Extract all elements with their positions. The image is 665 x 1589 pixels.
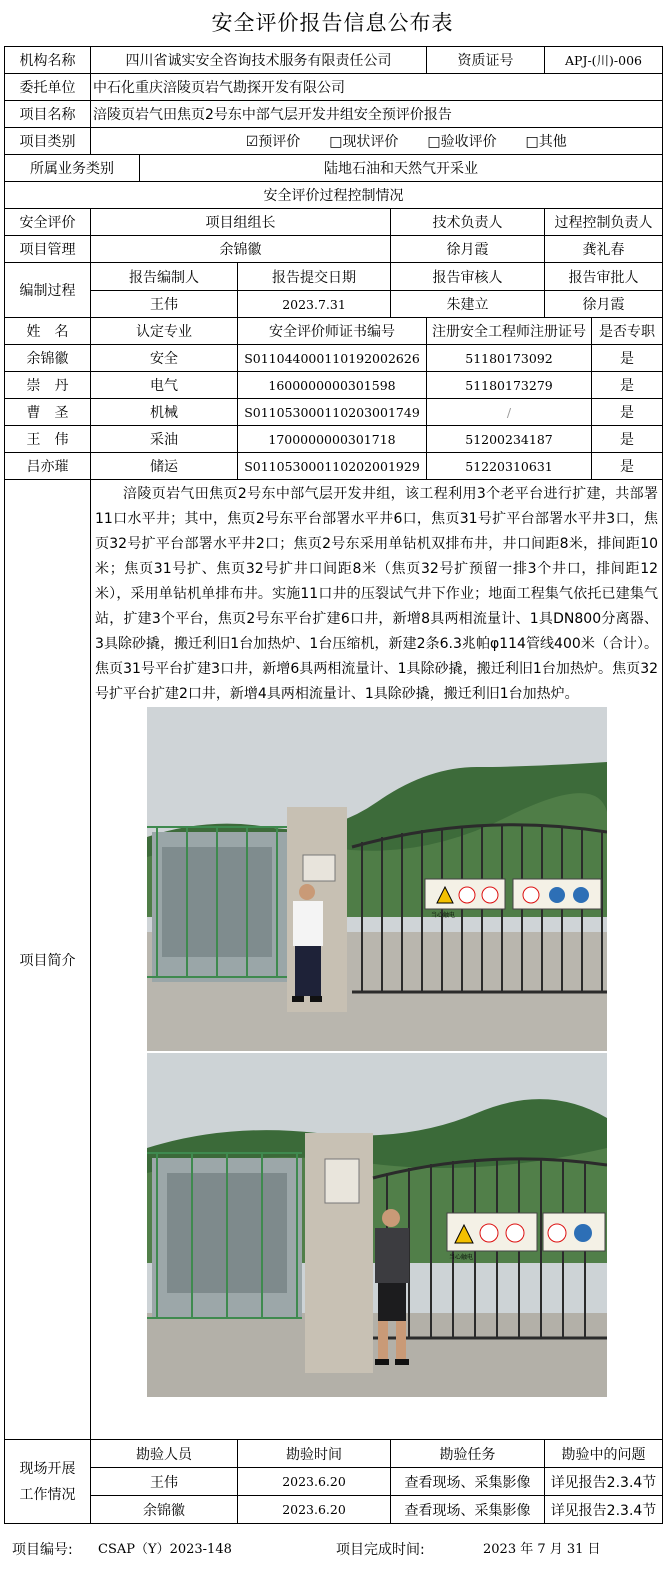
checkbox-icon: □ bbox=[525, 134, 539, 150]
fieldwork-header-task: 勘验任务 bbox=[391, 1440, 545, 1468]
fieldwork-person: 余锦徽 bbox=[91, 1496, 238, 1524]
staff-engineer-cert: 51200234187 bbox=[427, 426, 592, 453]
staff-specialty: 电气 bbox=[91, 372, 238, 399]
fieldwork-label-1: 现场开展 bbox=[19, 1460, 76, 1477]
intro-label: 项目简介 bbox=[5, 480, 91, 1440]
staff-assessor-cert: 1700000000301718 bbox=[238, 426, 427, 453]
site-sign-caption: 当心触电 bbox=[448, 1254, 473, 1261]
staff-header-row bbox=[5, 318, 663, 345]
intro-cell bbox=[91, 480, 663, 1440]
fieldwork-date: 2023.6.20 bbox=[238, 1468, 391, 1496]
cert-label: 资质证号 bbox=[427, 47, 545, 74]
project-number-label: 项目编号: bbox=[12, 1542, 73, 1558]
fieldwork-person: 王伟 bbox=[91, 1468, 238, 1496]
compilation-header-approver: 报告审批人 bbox=[545, 263, 663, 291]
site-sign-caption: 当心触电 bbox=[430, 912, 455, 919]
staff-fulltime: 是 bbox=[592, 345, 663, 372]
completion-date-label: 项目完成时间: bbox=[336, 1542, 425, 1558]
business-value: 陆地石油和天然气开采业 bbox=[140, 155, 663, 182]
info-table bbox=[4, 46, 663, 1524]
fieldwork-label-2: 工作情况 bbox=[19, 1486, 76, 1503]
intro-text: 涪陵页岩气田焦页2号东中部气层开发井组，该工程利用3个老平台进行扩建，共部署11口水平井；其中，焦页2号东平台部署水平井6口，焦页31号扩平台部署水平井3口，焦页32号扩平台部署水平井2口；焦页2号东采用单钻机双排布井，井口间距8米，排间距10米；焦页31号扩、焦页32号扩井口间距8米（焦页32号扩预留一排3个井口，排间距12米），采用单钻机单排布井。实施11口井的压裂试气井下作业；地面工程集气依托已建集气站，扩建3个平台，焦页2号东平台扩建6口井，新增8具两相流量计、1具DN800分离器、3具除砂撬，搬迁利旧1台加热炉、1台压缩机，新建2条6.3兆帕φ114管线400米（合计）。焦页31号平台扩建3口井，新增6具两相流量计、1具除砂撬，搬迁利旧1台加热炉。焦页32号扩平台扩建2口井，新增4具两相流量计、1具除砂撬，搬迁利旧1台加热炉。 bbox=[95, 486, 659, 702]
site-photo-2 bbox=[147, 1053, 607, 1397]
staff-name: 崇 丹 bbox=[5, 372, 91, 399]
management-value-control: 龚礼春 bbox=[545, 236, 663, 263]
business-row bbox=[5, 155, 663, 182]
staff-specialty: 采油 bbox=[91, 426, 238, 453]
staff-header-name: 姓 名 bbox=[5, 318, 91, 345]
compilation-label: 编制过程 bbox=[5, 263, 91, 318]
table-row bbox=[5, 1496, 663, 1524]
staff-name: 余锦徽 bbox=[5, 345, 91, 372]
site-photo-1 bbox=[147, 707, 607, 1051]
compilation-value-author: 王伟 bbox=[91, 291, 238, 318]
staff-assessor-cert: S011044000110192002626 bbox=[238, 345, 427, 372]
management-header-control: 过程控制负责人 bbox=[545, 209, 663, 236]
category-option-pre[interactable]: ☑预评价 bbox=[245, 134, 301, 150]
staff-specialty: 安全 bbox=[91, 345, 238, 372]
staff-header-engineer-cert: 注册安全工程师注册证号 bbox=[427, 318, 592, 345]
staff-assessor-cert: 1600000000301598 bbox=[238, 372, 427, 399]
compilation-value-approver: 徐月霞 bbox=[545, 291, 663, 318]
staff-fulltime: 是 bbox=[592, 372, 663, 399]
compilation-header-date: 报告提交日期 bbox=[238, 263, 391, 291]
org-label: 机构名称 bbox=[5, 47, 91, 74]
table-row bbox=[5, 399, 663, 426]
compilation-value-date: 2023.7.31 bbox=[238, 291, 391, 318]
table-row bbox=[5, 453, 663, 480]
checkbox-icon: □ bbox=[329, 134, 343, 150]
checked-box-icon: ☑ bbox=[245, 134, 259, 150]
fieldwork-issue: 详见报告2.3.4节 bbox=[545, 1468, 663, 1496]
category-option-current[interactable]: □现状评价 bbox=[329, 134, 399, 150]
management-label-1: 安全评价 bbox=[5, 209, 91, 236]
client-label: 委托单位 bbox=[5, 74, 91, 101]
business-label: 所属业务类别 bbox=[5, 155, 140, 182]
client-value: 中石化重庆涪陵页岩气勘探开发有限公司 bbox=[91, 74, 663, 101]
fieldwork-label bbox=[5, 1440, 91, 1524]
fieldwork-header-date: 勘验时间 bbox=[238, 1440, 391, 1468]
staff-header-assessor-cert: 安全评价师证书编号 bbox=[238, 318, 427, 345]
staff-specialty: 机械 bbox=[91, 399, 238, 426]
fieldwork-task: 查看现场、采集影像 bbox=[391, 1468, 545, 1496]
management-label-2: 项目管理 bbox=[5, 236, 91, 263]
category-option-acceptance[interactable]: □验收评价 bbox=[427, 134, 497, 150]
category-row bbox=[5, 128, 663, 155]
staff-engineer-cert: 51180173279 bbox=[427, 372, 592, 399]
staff-fulltime: 是 bbox=[592, 453, 663, 480]
staff-name: 曹 圣 bbox=[5, 399, 91, 426]
intro-row bbox=[5, 480, 663, 1440]
category-options bbox=[91, 128, 663, 155]
fieldwork-header-issue: 勘验中的问题 bbox=[545, 1440, 663, 1468]
checkbox-icon: □ bbox=[427, 134, 441, 150]
staff-specialty: 储运 bbox=[91, 453, 238, 480]
staff-engineer-cert: 51180173092 bbox=[427, 345, 592, 372]
table-row bbox=[5, 1468, 663, 1496]
staff-name: 吕亦璀 bbox=[5, 453, 91, 480]
completion-date-value: 2023 年 7 月 31 日 bbox=[483, 1542, 601, 1557]
footer bbox=[0, 1536, 665, 1564]
staff-name: 王 伟 bbox=[5, 426, 91, 453]
management-header-row bbox=[5, 209, 663, 236]
project-label: 项目名称 bbox=[5, 101, 91, 128]
project-value: 涪陵页岩气田焦页2号东中部气层开发井组安全预评价报告 bbox=[91, 101, 663, 128]
compilation-header-reviewer: 报告审核人 bbox=[391, 263, 545, 291]
org-value: 四川省诚实安全咨询技术服务有限责任公司 bbox=[91, 47, 427, 74]
category-option-other[interactable]: □其他 bbox=[525, 134, 567, 150]
table-row bbox=[5, 372, 663, 399]
staff-fulltime: 是 bbox=[592, 426, 663, 453]
management-value-leader: 余锦徽 bbox=[91, 236, 391, 263]
process-header: 安全评价过程控制情况 bbox=[5, 182, 663, 209]
management-header-leader: 项目组组长 bbox=[91, 209, 391, 236]
fieldwork-issue: 详见报告2.3.4节 bbox=[545, 1496, 663, 1524]
compilation-value-row bbox=[5, 291, 663, 318]
table-row bbox=[5, 345, 663, 372]
staff-assessor-cert: S011053000110202001929 bbox=[238, 453, 427, 480]
staff-header-specialty: 认定专业 bbox=[91, 318, 238, 345]
staff-assessor-cert: S011053000110203001749 bbox=[238, 399, 427, 426]
compilation-header-row bbox=[5, 263, 663, 291]
fieldwork-header-row bbox=[5, 1440, 663, 1468]
staff-fulltime: 是 bbox=[592, 399, 663, 426]
management-header-tech: 技术负责人 bbox=[391, 209, 545, 236]
process-header-row bbox=[5, 182, 663, 209]
staff-engineer-cert: 51220310631 bbox=[427, 453, 592, 480]
staff-header-fulltime: 是否专职 bbox=[592, 318, 663, 345]
org-row bbox=[5, 47, 663, 74]
category-label: 项目类别 bbox=[5, 128, 91, 155]
fieldwork-header-person: 勘验人员 bbox=[91, 1440, 238, 1468]
management-value-tech: 徐月霞 bbox=[391, 236, 545, 263]
compilation-header-author: 报告编制人 bbox=[91, 263, 238, 291]
project-row bbox=[5, 101, 663, 128]
client-row bbox=[5, 74, 663, 101]
compilation-value-reviewer: 朱建立 bbox=[391, 291, 545, 318]
management-value-row bbox=[5, 236, 663, 263]
table-row bbox=[5, 426, 663, 453]
fieldwork-date: 2023.6.20 bbox=[238, 1496, 391, 1524]
fieldwork-task: 查看现场、采集影像 bbox=[391, 1496, 545, 1524]
cert-value: APJ-(川)-006 bbox=[545, 47, 663, 74]
staff-engineer-cert: / bbox=[427, 399, 592, 426]
page-title: 安全评价报告信息公布表 bbox=[211, 11, 454, 35]
project-number-value: CSAP（Y）2023-148 bbox=[98, 1542, 232, 1557]
